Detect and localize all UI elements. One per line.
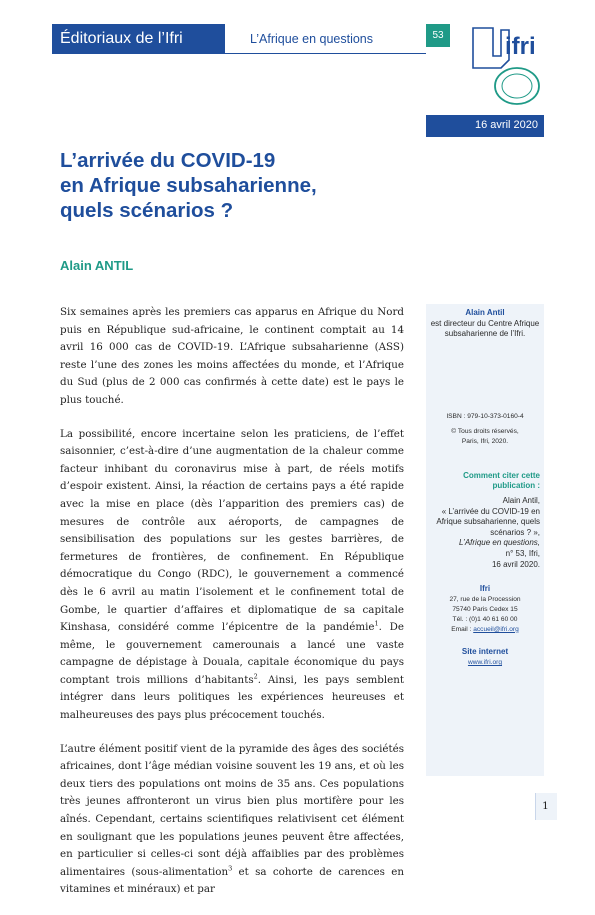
page-number: 1 xyxy=(542,800,549,812)
website-heading: Site internet xyxy=(461,646,509,656)
paragraph: L’autre élément positif vient de la pyramide des âges des sociétés africaines, dont l’âge médian voisine souvent les 19 ans, et où les deux tiers des populations ont moins de 35 ans. Ces populations très jeunes affronteront un virus bien plus mortifère pour les aînés. Cependant, certains scientifiques relativisent cet élément en soulignant que les populations jeunes peuvent être affectées, en particulier si celles-ci sont déjà affaiblies par des problèmes alimentaires (sous-alimentation$^3$ et sa cohorte de carences en vitamines et minéraux) et par xyxy=(60,742,404,896)
publication-date: 16 avril 2020 xyxy=(475,119,538,131)
article-title xyxy=(60,148,400,223)
website-block xyxy=(426,647,544,669)
issue-number: 53 xyxy=(432,30,444,41)
footnote-ref[interactable]: 1 xyxy=(374,619,379,628)
sidebar xyxy=(426,308,544,668)
sidebar-author-bio: est directeur du Centre Afrique subsaharienne de l’Ifri. xyxy=(430,318,540,339)
isbn: ISBN : 979-10-373-0160-4 xyxy=(446,412,524,420)
sidebar-author-name: Alain Antil xyxy=(465,308,505,317)
sidebar-author xyxy=(426,308,544,340)
citation-block: Comment citer cette publication : Alain Antil, « L’arrivée du COVID-19 en Afrique subsaharienne, quels scénarios ? », L’Afrique en questions, n° 53, Ifri, 16 avril 2020. xyxy=(426,471,544,570)
rights: © Tous droits réservés, Paris, Ifri, 2020. xyxy=(451,427,519,445)
website-link[interactable]: www.ifri.org xyxy=(467,659,503,667)
title-line: quels scénarios ? xyxy=(60,199,234,222)
logo-text: ifri xyxy=(505,33,536,60)
series-name: L’Afrique en questions xyxy=(250,32,374,46)
footnote-ref[interactable]: 2 xyxy=(253,672,258,681)
paragraph: La possibilité, encore incertaine selon les praticiens, de l’effet saisonnier, c’est-à-dire d’une augmentation de la chaleur comme facteur inhibant du coronavirus mise à part, de réels motifs d’espoir existent. Ainsi, la réaction de certains pays a été rapide avec la mise en place (dès l’apparition des premiers cas) de mesures de contrôle aux aéroports, de campagnes de sensibilisation des populations sur les gestes barrières, de fermetures de frontières, de confinement. En République démocratique du Congo (RDC), le gouvernement a commencé dès le 6 avril au matin l’isolement et le confinement total de Gombe, le quartier d’affaires et diplomatique de sa capitale Kinshasa, considéré comme l’épicentre de la pandémie$^1$. De même, le gouvernement camerounais a lancé une vaste campagne de dépistage à Douala, capitale économique du pays comptant trois millions d’habitants$^2$. Ainsi, les pays semblent intégrer dans leurs politiques les expériences heureuses et malheureuses des pays plus précocement touchés. xyxy=(60,427,404,722)
org-name: Ifri xyxy=(479,584,491,594)
paragraph: Six semaines après les premiers cas apparus en Afrique du Nord puis en République sud-africaine, le continent comptait au 14 avril 16 000 cas de COVID-19. L’Afrique subsaharienne (ASS) reste l’une des zones les moins affectées du monde, et l’Afrique du Sud (plus de 2 000 cas confirmés à cette date) est le pays le plus touché. xyxy=(60,306,404,406)
citation-heading: Comment citer cette publication : xyxy=(463,470,540,491)
publication-title: Éditoriaux de l’Ifri xyxy=(60,30,183,47)
email-link[interactable]: accueil@ifri.org xyxy=(473,625,519,633)
footnote-ref[interactable]: 3 xyxy=(228,864,233,873)
article-body xyxy=(60,304,404,915)
title-line: L’arrivée du COVID-19 xyxy=(60,149,276,172)
header-rule xyxy=(52,53,426,54)
title-line: en Afrique subsaharienne, xyxy=(60,174,317,197)
contact-block: Ifri 27, rue de la Procession 75740 Paris Cedex 15 Tél. : (0)1 40 61 60 00 Email : accueil@ifri.org xyxy=(449,584,521,633)
author-name: Alain ANTIL xyxy=(60,258,134,273)
ifri-40-logo xyxy=(465,24,555,108)
